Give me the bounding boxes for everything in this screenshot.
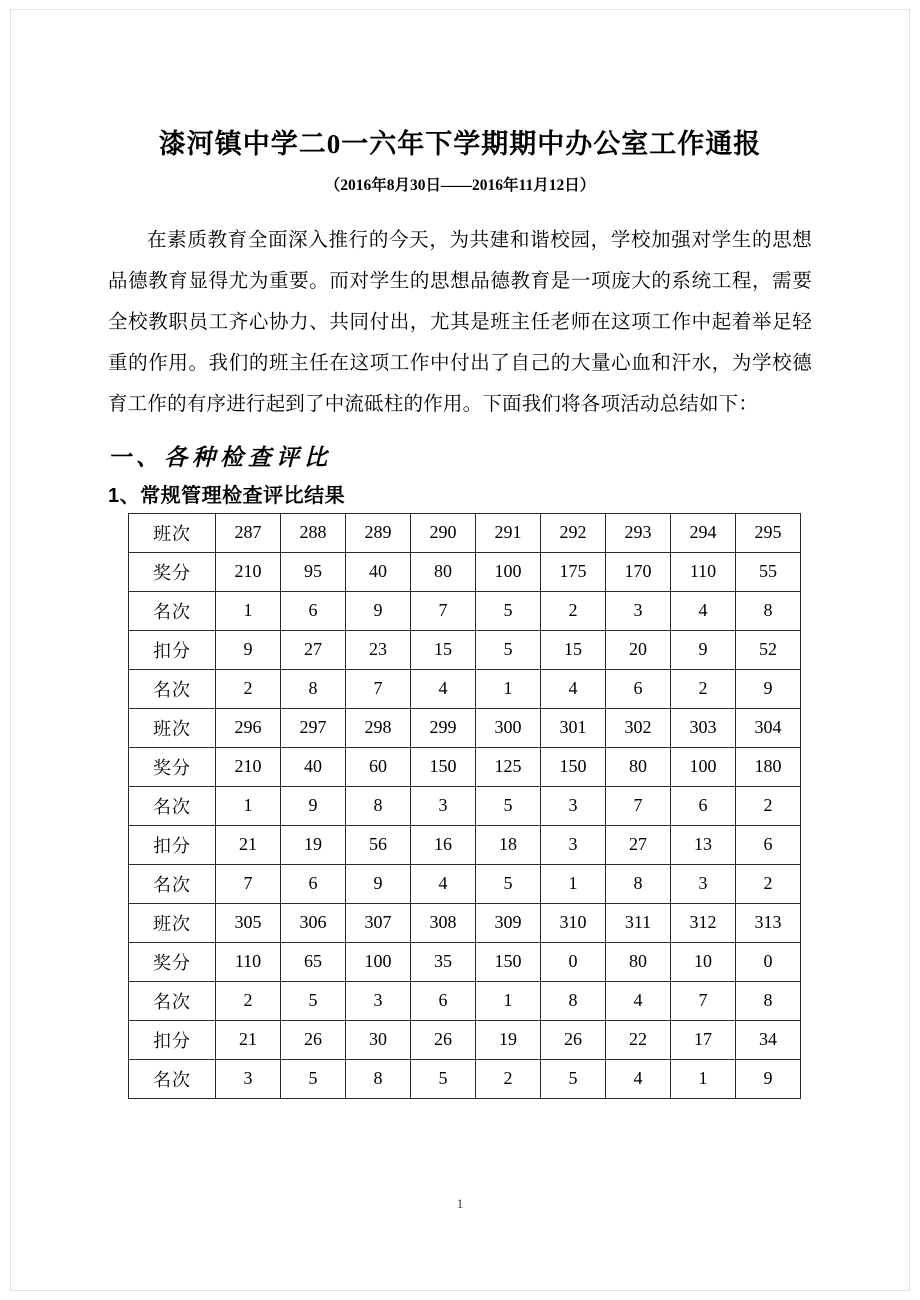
table-cell: 150 xyxy=(411,747,476,786)
table-cell: 310 xyxy=(541,903,606,942)
table-cell: 302 xyxy=(606,708,671,747)
table-cell: 9 xyxy=(346,864,411,903)
table-row-label: 名次 xyxy=(129,981,216,1020)
table-cell: 3 xyxy=(346,981,411,1020)
table-cell: 7 xyxy=(606,786,671,825)
table-cell: 5 xyxy=(411,1059,476,1098)
table-cell: 4 xyxy=(606,981,671,1020)
table-row xyxy=(129,942,801,981)
table-cell: 110 xyxy=(216,942,281,981)
table-cell: 2 xyxy=(736,864,801,903)
table-cell: 19 xyxy=(281,825,346,864)
document-subtitle-date-range: （2016年8月30日——2016年11月12日） xyxy=(324,176,596,194)
table-cell: 2 xyxy=(476,1059,541,1098)
table-cell: 289 xyxy=(346,513,411,552)
table-cell: 311 xyxy=(606,903,671,942)
table-cell: 300 xyxy=(476,708,541,747)
table-cell: 40 xyxy=(281,747,346,786)
table-cell: 9 xyxy=(346,591,411,630)
table-cell: 288 xyxy=(281,513,346,552)
table-row xyxy=(129,864,801,903)
score-table-body xyxy=(129,513,801,1098)
table-cell: 7 xyxy=(346,669,411,708)
table-cell: 34 xyxy=(736,1020,801,1059)
table-cell: 95 xyxy=(281,552,346,591)
table-cell: 8 xyxy=(346,1059,411,1098)
table-cell: 7 xyxy=(411,591,476,630)
table-cell: 100 xyxy=(346,942,411,981)
table-cell: 5 xyxy=(476,864,541,903)
table-cell: 26 xyxy=(411,1020,476,1059)
table-row xyxy=(129,903,801,942)
table-cell: 210 xyxy=(216,552,281,591)
table-cell: 80 xyxy=(606,942,671,981)
table-cell: 306 xyxy=(281,903,346,942)
table-cell: 180 xyxy=(736,747,801,786)
table-cell: 5 xyxy=(541,1059,606,1098)
table-cell: 56 xyxy=(346,825,411,864)
table-cell: 65 xyxy=(281,942,346,981)
table-cell: 80 xyxy=(411,552,476,591)
table-cell: 5 xyxy=(476,786,541,825)
table-cell: 30 xyxy=(346,1020,411,1059)
section-heading-level-2: 1、常规管理检查评比结果 xyxy=(108,484,346,507)
footer-page-number: 1 xyxy=(456,1196,464,1211)
table-row xyxy=(129,825,801,864)
table-cell: 6 xyxy=(671,786,736,825)
table-cell: 18 xyxy=(476,825,541,864)
section-heading-level-1: 一、各种检查评比 xyxy=(108,444,332,470)
table-cell: 6 xyxy=(606,669,671,708)
table-cell: 2 xyxy=(671,669,736,708)
table-row-label: 班次 xyxy=(129,708,216,747)
table-cell: 305 xyxy=(216,903,281,942)
table-cell: 6 xyxy=(281,591,346,630)
table-row xyxy=(129,1020,801,1059)
table-cell: 4 xyxy=(411,669,476,708)
table-cell: 10 xyxy=(671,942,736,981)
table-row-label: 奖分 xyxy=(129,552,216,591)
table-cell: 6 xyxy=(736,825,801,864)
table-cell: 16 xyxy=(411,825,476,864)
table-row xyxy=(129,1059,801,1098)
table-cell: 5 xyxy=(281,981,346,1020)
table-cell: 9 xyxy=(216,630,281,669)
table-cell: 8 xyxy=(736,591,801,630)
table-row-label: 奖分 xyxy=(129,942,216,981)
table-row-label: 名次 xyxy=(129,669,216,708)
table-cell: 291 xyxy=(476,513,541,552)
table-cell: 4 xyxy=(411,864,476,903)
table-cell: 40 xyxy=(346,552,411,591)
table-cell: 1 xyxy=(671,1059,736,1098)
table-cell: 175 xyxy=(541,552,606,591)
table-cell: 297 xyxy=(281,708,346,747)
table-cell: 35 xyxy=(411,942,476,981)
routine-management-evaluation-table xyxy=(128,513,801,1099)
table-cell: 3 xyxy=(541,825,606,864)
table-cell: 19 xyxy=(476,1020,541,1059)
table-cell: 17 xyxy=(671,1020,736,1059)
table-cell: 15 xyxy=(411,630,476,669)
table-cell: 296 xyxy=(216,708,281,747)
table-cell: 26 xyxy=(281,1020,346,1059)
table-row-label: 扣分 xyxy=(129,825,216,864)
table-cell: 170 xyxy=(606,552,671,591)
table-cell: 8 xyxy=(736,981,801,1020)
table-cell: 294 xyxy=(671,513,736,552)
table-cell: 5 xyxy=(476,591,541,630)
table-cell: 309 xyxy=(476,903,541,942)
table-cell: 100 xyxy=(476,552,541,591)
table-cell: 293 xyxy=(606,513,671,552)
table-cell: 9 xyxy=(281,786,346,825)
table-cell: 304 xyxy=(736,708,801,747)
table-cell: 2 xyxy=(736,786,801,825)
table-cell: 3 xyxy=(541,786,606,825)
table-cell: 150 xyxy=(476,942,541,981)
table-cell: 4 xyxy=(671,591,736,630)
table-row-label: 扣分 xyxy=(129,630,216,669)
table-cell: 3 xyxy=(216,1059,281,1098)
table-cell: 100 xyxy=(671,747,736,786)
table-row xyxy=(129,669,801,708)
table-cell: 2 xyxy=(216,981,281,1020)
table-row-label: 班次 xyxy=(129,513,216,552)
table-cell: 0 xyxy=(541,942,606,981)
intro-paragraph: 在素质教育全面深入推行的今天，为共建和谐校园，学校加强对学生的思想品德教育显得尤为重要。而对学生的思想品德教育是一项庞大的系统工程，需要全校教职员工齐心协力、共同付出，尤其是班主任老师在这项工作中起着举足轻重的作用。我们的班主任在这项工作中付出了自己的大量心血和汗水，为学校德育工作的有序进行起到了中流砥柱的作用。下面我们将各项活动总结如下： xyxy=(108,229,812,415)
table-cell: 312 xyxy=(671,903,736,942)
table-row-label: 班次 xyxy=(129,903,216,942)
table-row xyxy=(129,513,801,552)
score-table-container xyxy=(108,513,812,1099)
table-row-label: 名次 xyxy=(129,864,216,903)
table-cell: 299 xyxy=(411,708,476,747)
table-cell: 5 xyxy=(281,1059,346,1098)
table-cell: 13 xyxy=(671,825,736,864)
table-cell: 0 xyxy=(736,942,801,981)
table-cell: 2 xyxy=(216,669,281,708)
table-cell: 110 xyxy=(671,552,736,591)
table-row xyxy=(129,552,801,591)
table-cell: 26 xyxy=(541,1020,606,1059)
table-cell: 4 xyxy=(541,669,606,708)
table-cell: 313 xyxy=(736,903,801,942)
table-cell: 307 xyxy=(346,903,411,942)
table-cell: 290 xyxy=(411,513,476,552)
table-row xyxy=(129,708,801,747)
table-cell: 52 xyxy=(736,630,801,669)
table-row-label: 名次 xyxy=(129,1059,216,1098)
table-cell: 1 xyxy=(216,591,281,630)
table-cell: 3 xyxy=(606,591,671,630)
table-cell: 295 xyxy=(736,513,801,552)
table-cell: 6 xyxy=(411,981,476,1020)
table-cell: 5 xyxy=(476,630,541,669)
table-cell: 23 xyxy=(346,630,411,669)
table-cell: 27 xyxy=(281,630,346,669)
table-cell: 301 xyxy=(541,708,606,747)
table-cell: 4 xyxy=(606,1059,671,1098)
table-cell: 3 xyxy=(671,864,736,903)
table-row-label: 名次 xyxy=(129,786,216,825)
table-row-label: 名次 xyxy=(129,591,216,630)
table-cell: 8 xyxy=(606,864,671,903)
table-cell: 9 xyxy=(736,669,801,708)
table-cell: 287 xyxy=(216,513,281,552)
table-cell: 27 xyxy=(606,825,671,864)
table-cell: 7 xyxy=(671,981,736,1020)
table-cell: 1 xyxy=(541,864,606,903)
table-cell: 150 xyxy=(541,747,606,786)
table-row xyxy=(129,630,801,669)
table-row-label: 扣分 xyxy=(129,1020,216,1059)
table-cell: 7 xyxy=(216,864,281,903)
table-row xyxy=(129,981,801,1020)
table-cell: 55 xyxy=(736,552,801,591)
table-cell: 9 xyxy=(671,630,736,669)
table-cell: 15 xyxy=(541,630,606,669)
table-cell: 21 xyxy=(216,1020,281,1059)
table-cell: 8 xyxy=(541,981,606,1020)
table-cell: 303 xyxy=(671,708,736,747)
table-cell: 292 xyxy=(541,513,606,552)
table-row xyxy=(129,747,801,786)
table-cell: 8 xyxy=(346,786,411,825)
table-row xyxy=(129,786,801,825)
table-cell: 1 xyxy=(216,786,281,825)
table-cell: 60 xyxy=(346,747,411,786)
table-cell: 6 xyxy=(281,864,346,903)
table-row xyxy=(129,591,801,630)
table-cell: 22 xyxy=(606,1020,671,1059)
table-cell: 80 xyxy=(606,747,671,786)
document-title: 漆河镇中学二0一六年下学期期中办公室工作通报 xyxy=(158,129,762,159)
table-cell: 298 xyxy=(346,708,411,747)
table-cell: 21 xyxy=(216,825,281,864)
table-cell: 9 xyxy=(736,1059,801,1098)
table-cell: 1 xyxy=(476,981,541,1020)
table-cell: 20 xyxy=(606,630,671,669)
table-cell: 308 xyxy=(411,903,476,942)
document-content xyxy=(108,0,812,1099)
table-row-label: 奖分 xyxy=(129,747,216,786)
table-cell: 1 xyxy=(476,669,541,708)
table-cell: 8 xyxy=(281,669,346,708)
table-cell: 3 xyxy=(411,786,476,825)
table-cell: 2 xyxy=(541,591,606,630)
table-cell: 210 xyxy=(216,747,281,786)
table-cell: 125 xyxy=(476,747,541,786)
